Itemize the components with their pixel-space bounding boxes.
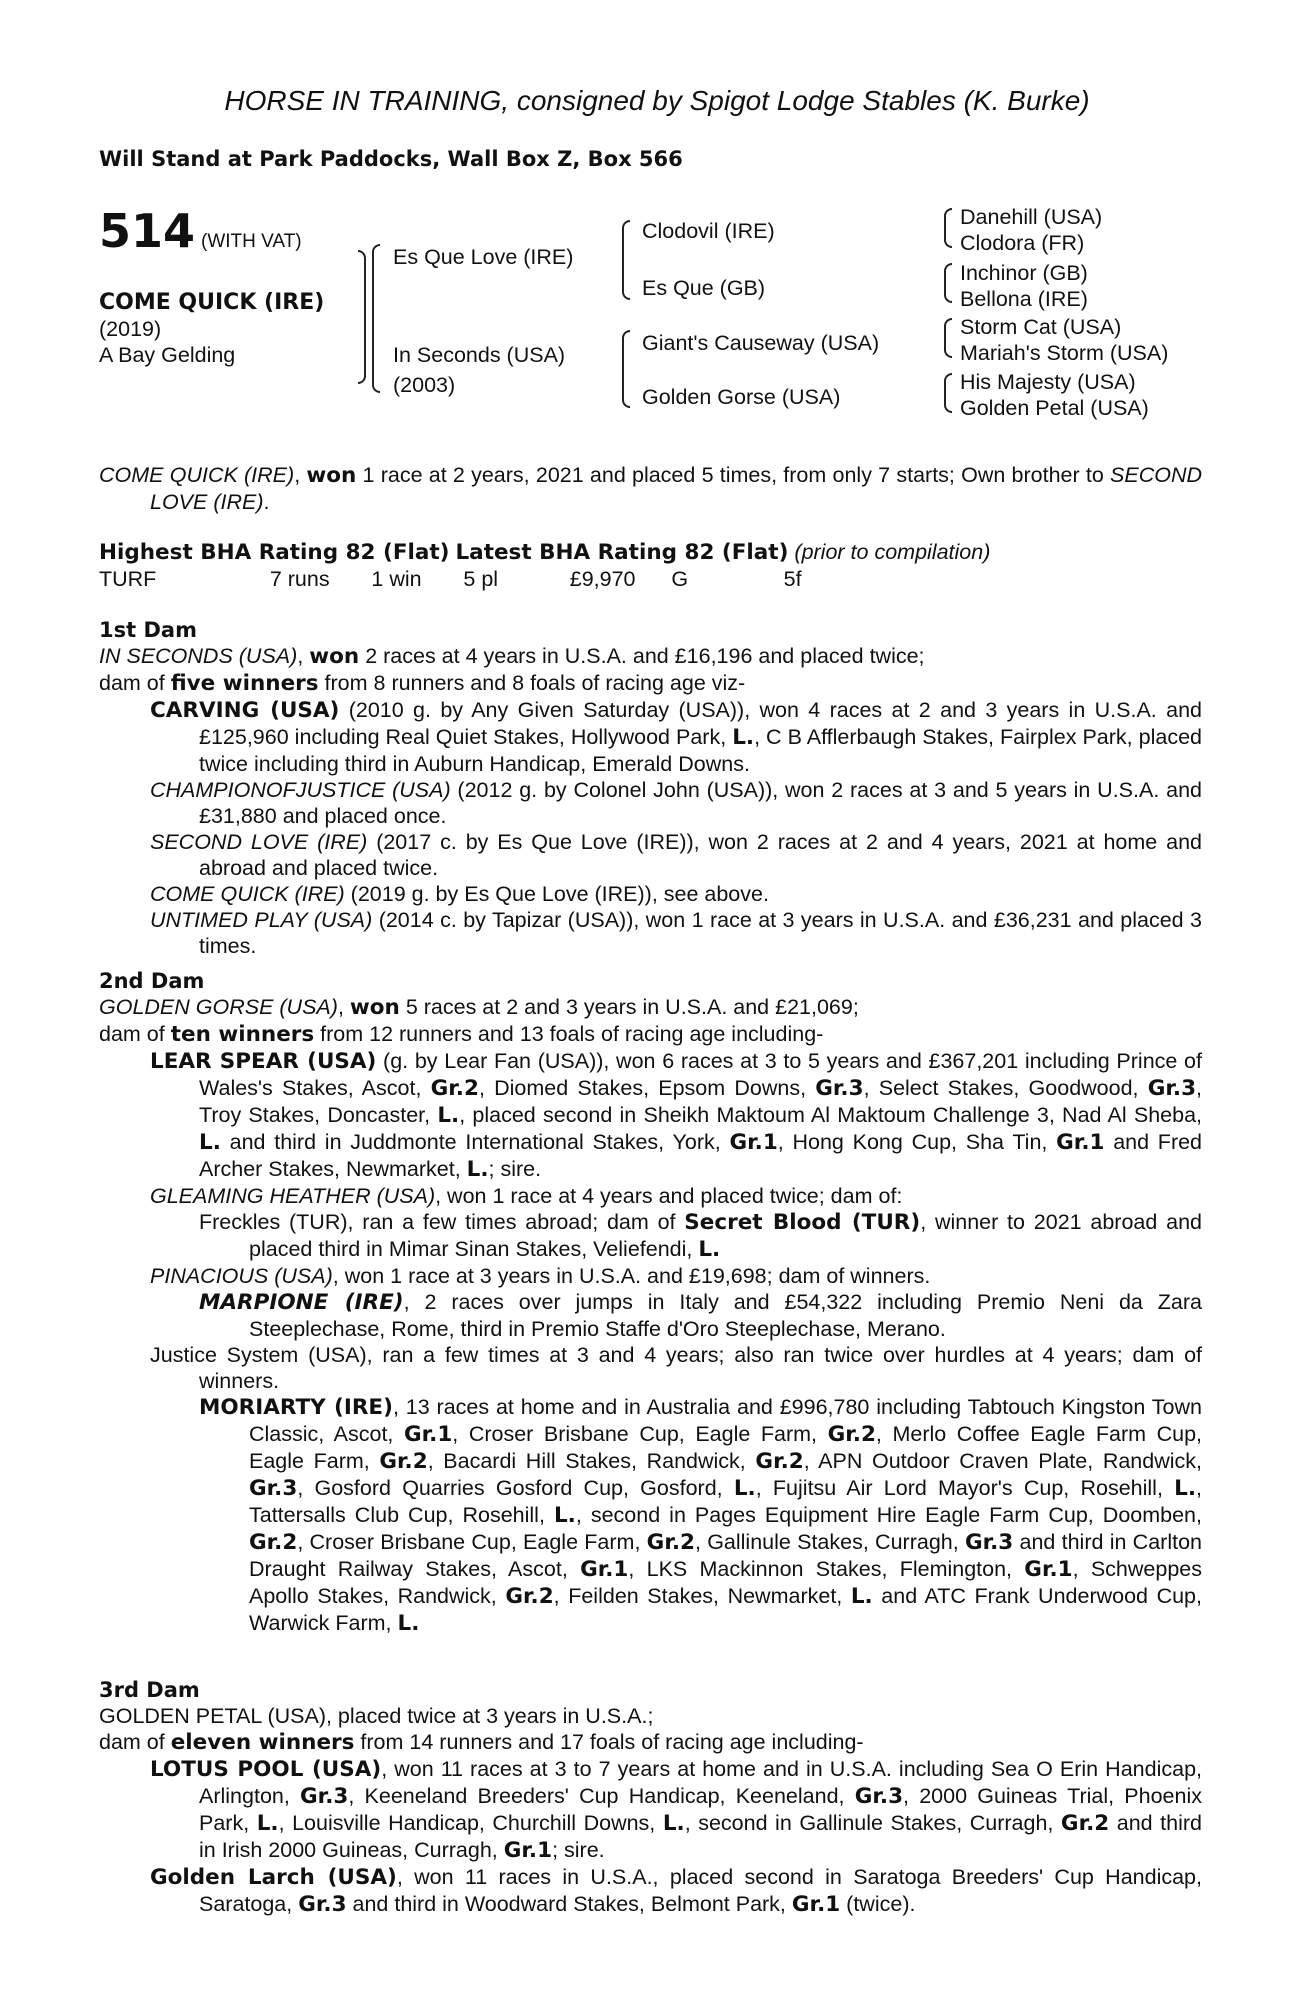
brace [622,220,630,300]
race-record: TURF 7 runs 1 win 5 pl £9,970 G 5f [99,567,802,591]
produce-entry: Justice System (USA), ran a few times at 3 and 4 years; also ran twice over hurdles at 4 years; dam of winners. [150,1343,1202,1393]
produce-name: Golden Larch (USA) [150,1865,397,1890]
summary-text: from 8 runners and 8 foals of racing age viz- [318,671,746,695]
produce-text: , Fujitsu Air Lord Mayor's Cup, Rosehill, [755,1476,1175,1500]
dam-line: IN SECONDS (USA), won 2 races at 4 years in U.S.A. and £16,196 and placed twice; [99,644,925,669]
section-heading: 3rd Dam [99,1678,200,1702]
lot-name: COME QUICK (IRE) [99,290,325,315]
pedigree-dsd: Mariah's Storm (USA) [960,341,1169,365]
produce-name: MORIARTY (IRE) [199,1395,393,1420]
winners-count: ten winners [170,1022,315,1047]
grade: L. [256,1811,279,1836]
produce-entry [99,1183,1202,1209]
brace [944,373,952,413]
produce-entry [99,1864,1202,1918]
grade: L. [199,1130,221,1155]
produce-name: CHAMPIONOFJUSTICE (USA) [150,778,451,802]
grade: Gr.3 [249,1476,298,1501]
produce-text: (2017 c. by Es Que Love (IRE)), won 2 races at 2 and 4 years, 2021 at home and abroad and placed twice. [199,830,1202,880]
produce-text: , 2000 Guineas Trial, Phoenix Park, [199,1784,1202,1835]
grade: Gr.3 [964,1530,1014,1555]
pedigree-sire-dam: Es Que (GB) [642,276,766,300]
page-title: HORSE IN TRAINING, consigned by Spigot Lodge Stables (K. Burke) [224,85,1090,116]
produce-entry [99,1756,1202,1864]
grade: Gr.2 [249,1530,298,1555]
produce-summary [99,1021,1202,1048]
produce-name: PINACIOUS (USA) [150,1264,333,1288]
lot-year: (2019) [99,317,162,341]
produce-entry [99,1263,1202,1289]
produce-text: , Schweppes Apollo Stakes, Randwick, [249,1557,1202,1608]
produce-text: , Feilden Stakes, Newmarket, [553,1584,851,1608]
dam-line: GOLDEN PETAL (USA), placed twice at 3 years in U.S.A.; [99,1704,654,1728]
grade: Gr.2 [430,1076,479,1101]
produce-name: GLEAMING HEATHER (USA) [150,1184,436,1208]
produce-text: , Keeneland Breeders' Cup Handicap, Keeneland, [348,1784,855,1808]
produce-entry [99,1209,1202,1263]
pedigree-sds: Inchinor (GB) [960,261,1088,285]
grade: Gr.2 [379,1449,428,1474]
produce-summary [99,1729,1202,1756]
summary-text: dam of [99,1730,171,1754]
produce-summary [99,670,1202,697]
dam-name: GOLDEN GORSE (USA) [99,995,338,1019]
summary-text: from 12 runners and 13 foals of racing age including- [314,1022,824,1046]
brace [372,244,380,393]
intro-paragraph: COME QUICK (IRE), won 1 race at 2 years, 2021 and placed 5 times, from only 7 starts; Own brother to SECOND LOVE (IRE). [99,463,1202,514]
second-dam-section [99,968,1202,1637]
produce-name: Secret Blood (TUR) [684,1210,921,1235]
grade: Gr.3 [815,1076,864,1101]
produce-text: , Bacardi Hill Stakes, Randwick, [427,1449,756,1473]
pedigree-sdd: Bellona (IRE) [960,287,1088,311]
summary-text: from 14 runners and 17 foals of racing age including- [354,1730,864,1754]
produce-text: , 13 races at home and in Australia and £996,780 including Tabtouch Kingston Town Classic, Ascot, [249,1395,1202,1446]
produce-text: , placed second in Sheikh Maktoum Al Maktoum Challenge 3, Nad Al Sheba, [459,1103,1202,1127]
produce-entry [99,907,1202,959]
dam-name: IN SECONDS (USA) [99,644,298,668]
produce-entry [99,1289,1202,1342]
intro-text: 1 race at 2 years, 2021 and placed 5 times, from only 7 starts; Own brother to [356,463,1111,487]
produce-text: , APN Outdoor Craven Plate, Randwick, [803,1449,1202,1473]
produce-name: UNTIMED PLAY (USA) [150,908,373,932]
pedigree-dam-year: (2003) [393,373,456,397]
produce-text: , second in Gallinule Stakes, Curragh, [684,1811,1061,1835]
pedigree-dam-sire: Giant's Causeway (USA) [642,331,880,355]
produce-text: ; sire. [488,1157,542,1181]
produce-text: , Diomed Stakes, Epsom Downs, [478,1076,816,1100]
brace [944,208,952,248]
grade: L. [850,1584,873,1609]
produce-text: , Tattersalls Club Cup, Rosehill, [249,1476,1202,1527]
produce-text: and ATC Frank Underwood Cup, Warwick Farm, [249,1584,1202,1635]
produce-text: , 2 races over jumps in Italy and £54,322 including Premio Neni da Zara Steeplechase, Rome, third in Premio Staffe d'Oro Steeplechase, Merano. [249,1290,1202,1341]
pedigree-sire: Es Que Love (IRE) [393,245,574,269]
section-heading: 2nd Dam [99,969,205,993]
produce-entry [99,697,1202,777]
produce-text: (2019 g. by Es Que Love (IRE)), see above. [344,882,769,906]
grade: L. [662,1811,685,1836]
produce-text: , Hong Kong Cup, Sha Tin, [777,1130,1057,1154]
produce-text: , Croser Brisbane Cup, Eagle Farm, [297,1530,647,1554]
produce-text: (twice). [840,1892,916,1916]
produce-text: , won 11 races at 3 to 7 years at home and in U.S.A. including Sea O Erin Handicap, Arlington, [199,1757,1202,1808]
produce-text: , Select Stakes, Goodwood, [863,1076,1148,1100]
stand-location: Will Stand at Park Paddocks, Wall Box Z, Box 566 [99,147,683,171]
pedigree-sss: Danehill (USA) [960,205,1103,229]
winners-count: five winners [170,671,319,696]
produce-text: (2012 g. by Colonel John (USA)), won 2 races at 3 and 5 years in U.S.A. and £31,880 and placed once. [199,778,1202,828]
summary-text: dam of [99,671,171,695]
grade: Gr.3 [300,1784,349,1809]
grade: L. [466,1157,489,1182]
produce-name: SECOND LOVE (IRE) [150,830,368,854]
grade: L. [733,1476,756,1501]
grade: Gr.2 [505,1584,554,1609]
won-label: won [349,995,400,1020]
produce-text: Freckles (TUR), ran a few times abroad; dam of [199,1210,685,1234]
grade: Gr.1 [403,1422,453,1447]
pedigree-dam-dam: Golden Gorse (USA) [642,385,841,409]
lot-description: A Bay Gelding [99,343,236,367]
highest-rating: Highest BHA Rating 82 (Flat) [99,540,450,565]
grade: Gr.1 [791,1892,841,1917]
produce-text: , Louisville Handicap, Churchill Downs, [278,1811,663,1835]
grade: Gr.1 [580,1557,629,1582]
grade: Gr.2 [646,1530,695,1555]
dam-text: 2 races at 4 years in U.S.A. and £16,196 and placed twice; [359,644,925,668]
produce-text: , LKS Mackinnon Stakes, Flemington, [628,1557,1025,1581]
produce-entry [99,777,1202,829]
dam-text: 5 races at 2 and 3 years in U.S.A. and £21,069; [399,995,859,1019]
grade: Gr.3 [298,1892,347,1917]
produce-name: MARPIONE (IRE) [199,1290,404,1315]
produce-text: , second in Pages Equipment Hire Eagle Farm Cup, Doomben, [575,1503,1202,1527]
won-label: won [306,463,357,488]
summary-text: dam of [99,1022,171,1046]
rating-note: (prior to compilation) [794,540,991,564]
produce-text: , C B Afflerbaugh Stakes, Fairplex Park, placed twice including third in Auburn Handicap, Emerald Downs. [199,725,1202,776]
intro-section [99,462,1202,515]
brace [944,263,952,303]
grade: Gr.1 [1056,1130,1105,1155]
produce-text: , Troy Stakes, Doncaster, [199,1076,1203,1127]
produce-text: , winner to 2021 abroad and placed third in Mimar Sinan Stakes, Veliefendi, [249,1210,1202,1261]
produce-text: , Merlo Coffee Eagle Farm Cup, Eagle Farm, [249,1422,1203,1473]
intro-end: . [263,490,270,514]
brace [622,330,630,408]
pedigree-dss: Storm Cat (USA) [960,315,1122,339]
produce-entry [99,1394,1202,1637]
produce-text: and third in Woodward Stakes, Belmont Park, [346,1892,792,1916]
grade: Gr.1 [503,1838,553,1863]
grade: L. [1174,1476,1197,1501]
third-dam-section [99,1677,1202,1918]
produce-text: , Gallinule Stakes, Curragh, [694,1530,965,1554]
produce-text: , Gosford Quarries Gosford Cup, Gosford, [297,1476,734,1500]
produce-name: CARVING (USA) [150,698,340,723]
brother-name: SECOND LOVE (IRE) [150,463,1202,514]
produce-text: and Fred Archer Stakes, Newmarket, [199,1130,1203,1181]
lot-number: 514 [99,204,196,258]
vat-note: (WITH VAT) [201,231,302,252]
grade: L. [698,1237,721,1262]
produce-name: COME QUICK (IRE) [150,882,345,906]
won-label: won [309,644,360,669]
first-dam-section [99,617,1202,959]
produce-text: , won 11 races in U.S.A., placed second in Saratoga Breeders' Cup Handicap, Saratoga, [199,1865,1202,1916]
dam-line: GOLDEN GORSE (USA), won 5 races at 2 and 3 years in U.S.A. and £21,069; [99,995,859,1020]
pedigree-ddd: Golden Petal (USA) [960,396,1149,420]
grade: Gr.2 [827,1422,876,1447]
pedigree-sire-sire: Clodovil (IRE) [642,219,775,243]
produce-text: and third in Irish 2000 Guineas, Curragh, [199,1811,1202,1862]
section-heading: 1st Dam [99,618,197,642]
grade: L. [437,1103,460,1128]
brace [944,318,952,358]
produce-text: , won 1 race at 3 years in U.S.A. and £19,698; dam of winners. [332,1264,931,1288]
produce-text: ; sire. [552,1838,605,1862]
lot-number-line [99,206,302,256]
grade: Gr.3 [854,1784,904,1809]
produce-text: (g. by Lear Fan (USA)), won 6 races at 3 to 5 years and £367,201 including Prince of Wales's Stakes, Ascot, [199,1049,1202,1100]
grade: Gr.3 [1147,1076,1197,1101]
produce-text: and third in Juddmonte International Stakes, York, [220,1130,730,1154]
brace [358,250,366,384]
produce-name: LEAR SPEAR (USA) [150,1049,377,1074]
produce-text: (2014 c. by Tapizar (USA)), won 1 race at 3 years in U.S.A. and £36,231 and placed 3 times. [199,908,1202,958]
produce-entry [99,1048,1202,1183]
pedigree-dam: In Seconds (USA) [393,343,566,367]
produce-entry [99,829,1202,881]
grade: Gr.1 [1024,1557,1073,1582]
grade: L. [553,1503,576,1528]
ratings-section [99,539,1202,592]
produce-name: LOTUS POOL (USA) [150,1757,382,1782]
ratings-line [99,539,1202,566]
grade: Gr.1 [729,1130,778,1155]
pedigree-ssd: Clodora (FR) [960,231,1085,255]
pedigree-dds: His Majesty (USA) [960,370,1136,394]
produce-entry [99,881,1202,907]
grade: Gr.2 [755,1449,804,1474]
grade: L. [397,1611,420,1636]
produce-text: , won 1 race at 4 years and placed twice; dam of: [435,1184,903,1208]
grade: Gr.2 [1060,1811,1110,1836]
produce-text: , Croser Brisbane Cup, Eagle Farm, [452,1422,828,1446]
horse-name: COME QUICK (IRE) [99,463,295,487]
produce-text: and third in Carlton Draught Railway Stakes, Ascot, [249,1530,1202,1581]
latest-rating: Latest BHA Rating 82 (Flat) [455,540,789,565]
produce-text: (2010 g. by Any Given Saturday (USA)), won 4 races at 2 and 3 years in U.S.A. and £125,960 including Real Quiet Stakes, Hollywood Park, [199,698,1202,749]
grade: L. [732,725,755,750]
winners-count: eleven winners [170,1730,355,1755]
